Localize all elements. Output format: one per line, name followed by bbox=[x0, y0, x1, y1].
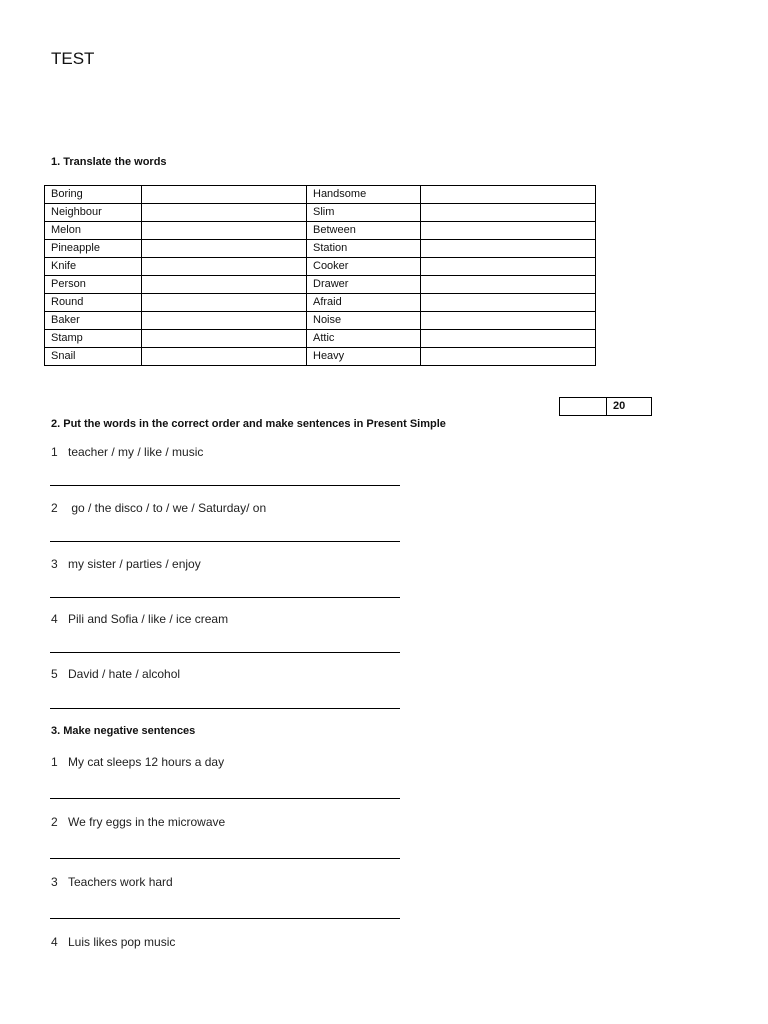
word-left: Melon bbox=[45, 222, 142, 240]
section2-item-text: my sister / parties / enjoy bbox=[68, 557, 201, 571]
score-box bbox=[559, 397, 652, 416]
table-row bbox=[45, 330, 596, 348]
translation-right[interactable] bbox=[421, 258, 596, 276]
section2-item: 2 go / the disco / to / we / Saturday/ on bbox=[51, 501, 267, 515]
section3-item: 3 Teachers work hard bbox=[51, 875, 173, 889]
word-right: Attic bbox=[307, 330, 421, 348]
table-row bbox=[45, 312, 596, 330]
translation-left[interactable] bbox=[142, 330, 307, 348]
translation-left[interactable] bbox=[142, 276, 307, 294]
section3-heading: 3. Make negative sentences bbox=[51, 725, 196, 737]
translation-right[interactable] bbox=[421, 186, 596, 204]
word-left: Snail bbox=[45, 348, 142, 366]
section3-item-text: My cat sleeps 12 hours a day bbox=[68, 755, 225, 769]
translation-right[interactable] bbox=[421, 348, 596, 366]
answer-line[interactable] bbox=[50, 858, 400, 859]
translation-left[interactable] bbox=[142, 204, 307, 222]
section3-item-text: Luis likes pop music bbox=[68, 935, 176, 949]
translation-left[interactable] bbox=[142, 348, 307, 366]
translation-left[interactable] bbox=[142, 240, 307, 258]
translation-left[interactable] bbox=[142, 186, 307, 204]
table-row bbox=[45, 204, 596, 222]
answer-line[interactable] bbox=[50, 798, 400, 799]
section3-item: 1 My cat sleeps 12 hours a day bbox=[51, 755, 225, 769]
word-left: Round bbox=[45, 294, 142, 312]
answer-line[interactable] bbox=[50, 597, 400, 598]
section2-item: 4 Pili and Sofia / like / ice cream bbox=[51, 612, 229, 626]
word-left: Boring bbox=[45, 186, 142, 204]
word-right: Drawer bbox=[307, 276, 421, 294]
section2-item-text: Pili and Sofia / like / ice cream bbox=[68, 612, 229, 626]
answer-line[interactable] bbox=[50, 541, 400, 542]
word-left: Knife bbox=[45, 258, 142, 276]
word-left: Baker bbox=[45, 312, 142, 330]
translation-right[interactable] bbox=[421, 204, 596, 222]
word-right: Handsome bbox=[307, 186, 421, 204]
translation-right[interactable] bbox=[421, 276, 596, 294]
translation-right[interactable] bbox=[421, 240, 596, 258]
table-row bbox=[45, 294, 596, 312]
section2-item: 1 teacher / my / like / music bbox=[51, 445, 204, 459]
section3-item-text: Teachers work hard bbox=[68, 875, 173, 889]
word-right: Station bbox=[307, 240, 421, 258]
section3-item: 2 We fry eggs in the microwave bbox=[51, 815, 226, 829]
word-right: Between bbox=[307, 222, 421, 240]
translation-right[interactable] bbox=[421, 330, 596, 348]
translation-left[interactable] bbox=[142, 294, 307, 312]
answer-line[interactable] bbox=[50, 918, 400, 919]
translation-right[interactable] bbox=[421, 222, 596, 240]
section3-item-text: We fry eggs in the microwave bbox=[68, 815, 226, 829]
translation-left[interactable] bbox=[142, 222, 307, 240]
word-right: Slim bbox=[307, 204, 421, 222]
section2-item: 5 David / hate / alcohol bbox=[51, 667, 181, 681]
section2-item-text: David / hate / alcohol bbox=[68, 667, 181, 681]
table-row bbox=[45, 258, 596, 276]
section2-heading: 2. Put the words in the correct order and make sentences in Present Simple bbox=[51, 418, 446, 430]
word-right: Cooker bbox=[307, 258, 421, 276]
answer-line[interactable] bbox=[50, 708, 400, 709]
answer-line[interactable] bbox=[50, 652, 400, 653]
table-row bbox=[45, 348, 596, 366]
word-left: Person bbox=[45, 276, 142, 294]
table-row bbox=[45, 240, 596, 258]
word-left: Stamp bbox=[45, 330, 142, 348]
score-blank-cell[interactable] bbox=[560, 398, 607, 416]
answer-line[interactable] bbox=[50, 485, 400, 486]
translation-right[interactable] bbox=[421, 312, 596, 330]
section2-item-text: go / the disco / to / we / Saturday/ on bbox=[68, 501, 267, 515]
table-row bbox=[45, 186, 596, 204]
word-right: Noise bbox=[307, 312, 421, 330]
section2-item: 3 my sister / parties / enjoy bbox=[51, 557, 201, 571]
section1-heading: 1. Translate the words bbox=[51, 156, 167, 168]
word-right: Afraid bbox=[307, 294, 421, 312]
word-left: Pineapple bbox=[45, 240, 142, 258]
table-row bbox=[45, 276, 596, 294]
word-right: Heavy bbox=[307, 348, 421, 366]
table-row bbox=[45, 222, 596, 240]
page-title: TEST bbox=[51, 49, 95, 68]
section2-item-text: teacher / my / like / music bbox=[68, 445, 204, 459]
translate-table bbox=[44, 185, 596, 366]
section3-item: 4 Luis likes pop music bbox=[51, 935, 176, 949]
word-left: Neighbour bbox=[45, 204, 142, 222]
translation-left[interactable] bbox=[142, 312, 307, 330]
translation-right[interactable] bbox=[421, 294, 596, 312]
score-total: 20 bbox=[607, 398, 652, 416]
translation-left[interactable] bbox=[142, 258, 307, 276]
